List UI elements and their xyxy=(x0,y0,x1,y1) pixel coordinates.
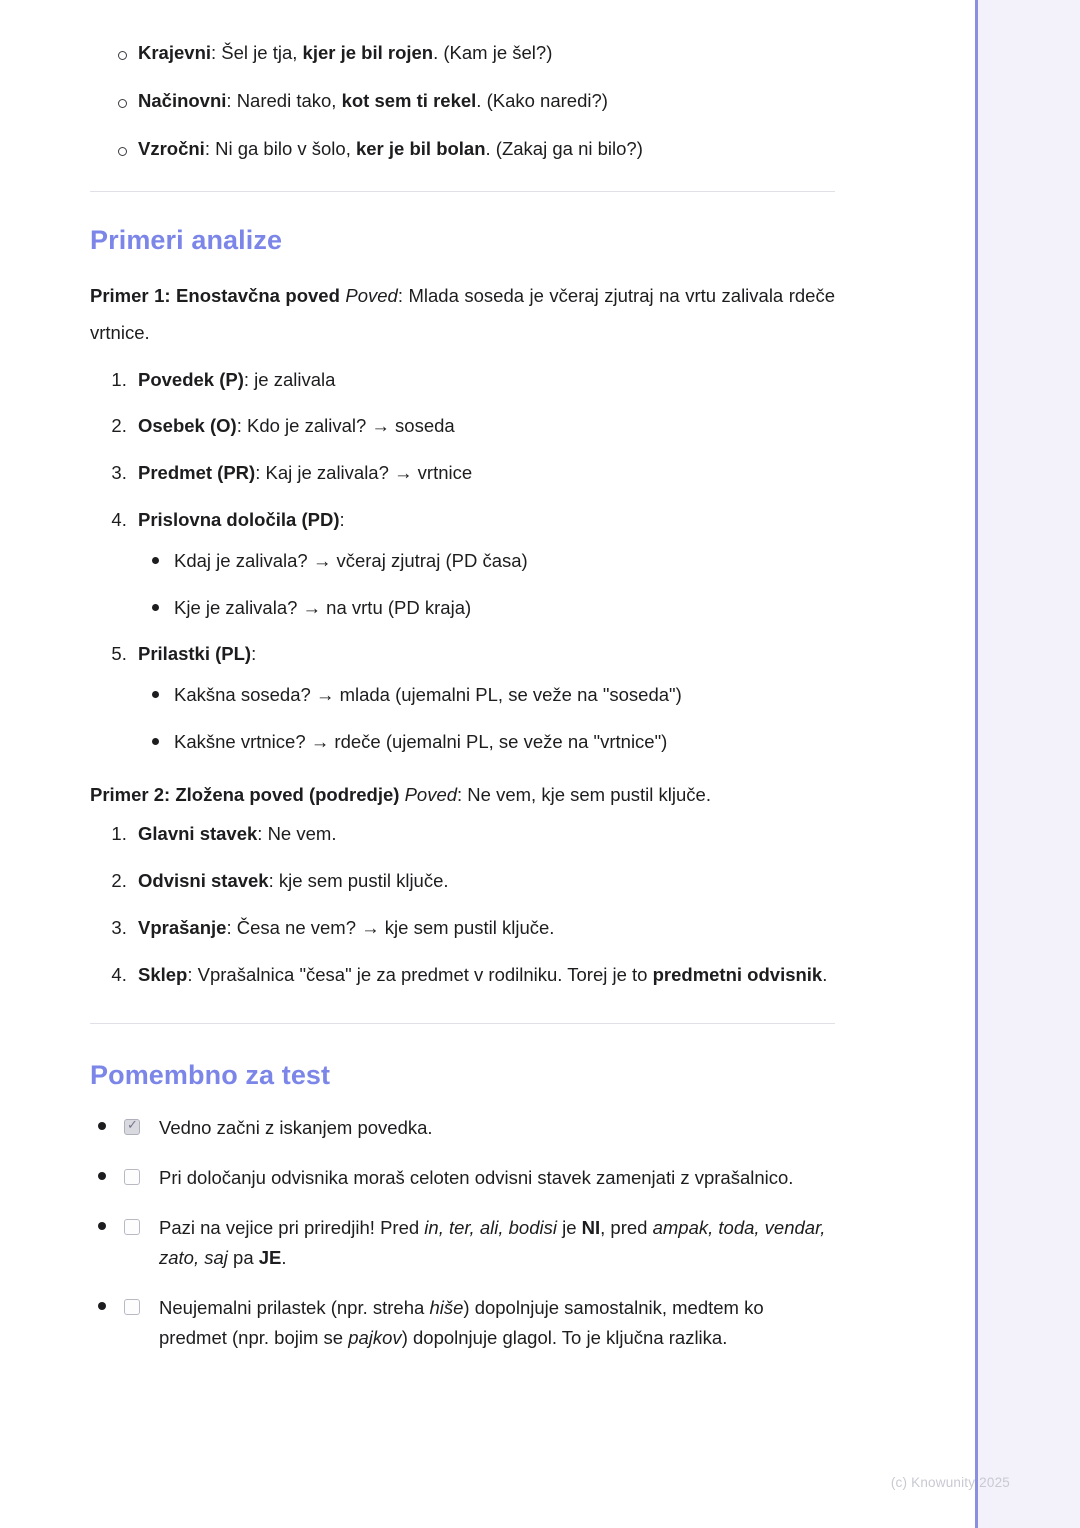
item-tail: . xyxy=(822,963,828,985)
list-item xyxy=(90,40,835,67)
item-text: : Vprašalnica "česa" je za predmet v rodilniku. Torej je to xyxy=(187,963,653,985)
text-part: je xyxy=(556,1216,582,1238)
test-checklist xyxy=(90,1113,835,1353)
term-text: : Ni ga bilo v šolo, xyxy=(204,137,356,159)
text-part-bold: NI xyxy=(581,1216,601,1238)
list-item xyxy=(90,136,835,163)
list-item xyxy=(132,868,835,895)
term-tail: . (Zakaj ga ni bilo?) xyxy=(485,137,643,159)
primer2-analysis-list xyxy=(90,821,835,988)
text-part: Neujemalni prilastek (npr. streha xyxy=(159,1296,430,1318)
term-emphasis: ker je bil bolan xyxy=(355,137,486,159)
text-part-bold: JE xyxy=(258,1246,282,1268)
list-item xyxy=(132,367,835,394)
list-item xyxy=(132,821,835,848)
term-label: Krajevni xyxy=(138,42,212,63)
term-text: : Naredi tako, xyxy=(226,89,342,111)
item-term: Povedek (P) xyxy=(138,368,244,390)
section-divider xyxy=(90,191,835,192)
list-item xyxy=(132,641,835,755)
item-text: : Kdo je zalival? → soseda xyxy=(236,415,455,437)
list-item: Kje je zalivala? → na vrtu (PD kraja) xyxy=(138,595,835,622)
item-term: Glavni stavek xyxy=(138,823,258,845)
primer1-paragraph xyxy=(90,278,835,350)
list-item: Kakšna soseda? → mlada (ujemalni PL, se veže na "soseda") xyxy=(138,682,835,709)
item-text: : kje sem pustil ključe. xyxy=(268,870,449,892)
list-item xyxy=(132,962,835,989)
list-item xyxy=(132,507,835,621)
checklist-text: Pri določanju odvisnika moraš celoten odvisni stavek zamenjati z vprašalnico. xyxy=(159,1166,794,1188)
checklist-text xyxy=(159,1217,825,1268)
section-heading-pomembno: Pomembno za test xyxy=(90,1059,331,1090)
adverbial-clause-list xyxy=(90,40,835,162)
term-emphasis: kjer je bil rojen xyxy=(302,42,434,63)
list-item xyxy=(132,413,835,440)
list-item: Kakšne vrtnice? → rdeče (ujemalni PL, se veže na "vrtnice") xyxy=(138,729,835,756)
section-heading-primeri: Primeri analize xyxy=(90,225,283,256)
term-text: : Šel je tja, xyxy=(211,42,303,63)
text-part-italic: hiše xyxy=(429,1296,464,1318)
pd-sub-list xyxy=(138,548,835,622)
item-term: Prilastki (PL) xyxy=(138,643,252,665)
list-item: Kdaj je zalivala? → včeraj zjutraj (PD časa) xyxy=(138,548,835,575)
right-margin-band xyxy=(975,0,1080,1528)
item-term: Osebek (O) xyxy=(138,415,237,437)
term-label: Načinovni xyxy=(138,89,227,111)
document-content xyxy=(90,40,835,1373)
term-emphasis: kot sem ti rekel xyxy=(341,89,477,111)
text-part: Pazi na vejice pri priredjih! Pred xyxy=(159,1216,425,1238)
checkbox-icon[interactable] xyxy=(124,1119,140,1135)
text-part: . xyxy=(281,1246,287,1268)
text-part: , pred xyxy=(600,1216,653,1238)
checkbox-icon[interactable] xyxy=(124,1169,140,1185)
primer2-label: Primer 2: Zložena poved (podredje) xyxy=(90,783,400,805)
list-item xyxy=(132,460,835,487)
text-part: ) dopolnjuje samostalnik, medtem ko predmet (npr. bojim se xyxy=(159,1296,764,1348)
text-part: ) dopolnjuje glagol. To je ključna razlika. xyxy=(401,1326,728,1348)
primer1-label: Primer 1: Enostavčna poved xyxy=(90,285,340,307)
item-term: Vprašanje xyxy=(138,917,227,939)
text-part-italic: ampak, toda, vendar, zato, saj xyxy=(159,1216,826,1268)
item-text: : Ne vem. xyxy=(257,823,337,845)
item-text: : xyxy=(251,643,257,665)
copyright-footer: (c) Knowunity 2025 xyxy=(890,1475,1010,1490)
poved-italic: Poved xyxy=(404,783,458,805)
item-term: Predmet (PR) xyxy=(138,462,256,484)
section-divider-2 xyxy=(90,1023,835,1024)
list-item xyxy=(132,915,835,942)
primer1-analysis-list xyxy=(90,367,835,756)
list-item xyxy=(90,88,835,115)
term-tail: . (Kako naredi?) xyxy=(476,89,608,111)
item-text: : Kaj je zalivala? → vrtnice xyxy=(255,462,473,484)
item-term: Prislovna določila (PD) xyxy=(138,509,340,530)
checklist-text: Vedno začni z iskanjem povedka. xyxy=(159,1116,433,1138)
list-item xyxy=(90,1163,835,1193)
item-text: : xyxy=(339,509,345,530)
poved-text: : Ne vem, kje sem pustil ključe. xyxy=(457,783,711,805)
list-item xyxy=(90,1293,835,1353)
list-item xyxy=(90,1213,835,1273)
poved-italic: Poved xyxy=(345,285,398,307)
checkbox-icon[interactable] xyxy=(124,1219,140,1235)
poved-text: : Mlada soseda je včeraj zjutraj na vrtu zalivala rdeče vrtnice. xyxy=(90,285,836,343)
term-label: Vzročni xyxy=(138,137,205,159)
checklist-text xyxy=(159,1297,764,1348)
item-emphasis: predmetni odvisnik xyxy=(652,963,823,985)
text-part-italic: pajkov xyxy=(348,1326,402,1348)
checkbox-icon[interactable] xyxy=(124,1299,140,1315)
item-term: Sklep xyxy=(138,963,188,985)
item-text: : Česa ne vem? → kje sem pustil ključe. xyxy=(226,917,555,939)
pl-sub-list xyxy=(138,682,835,756)
list-item xyxy=(90,1113,835,1143)
item-text: : je zalivala xyxy=(243,368,336,390)
primer2-paragraph xyxy=(90,780,835,810)
term-tail: . (Kam je šel?) xyxy=(433,42,553,63)
text-part-italic: in, ter, ali, bodisi xyxy=(424,1216,557,1238)
item-term: Odvisni stavek xyxy=(138,870,269,892)
text-part: pa xyxy=(227,1246,259,1268)
